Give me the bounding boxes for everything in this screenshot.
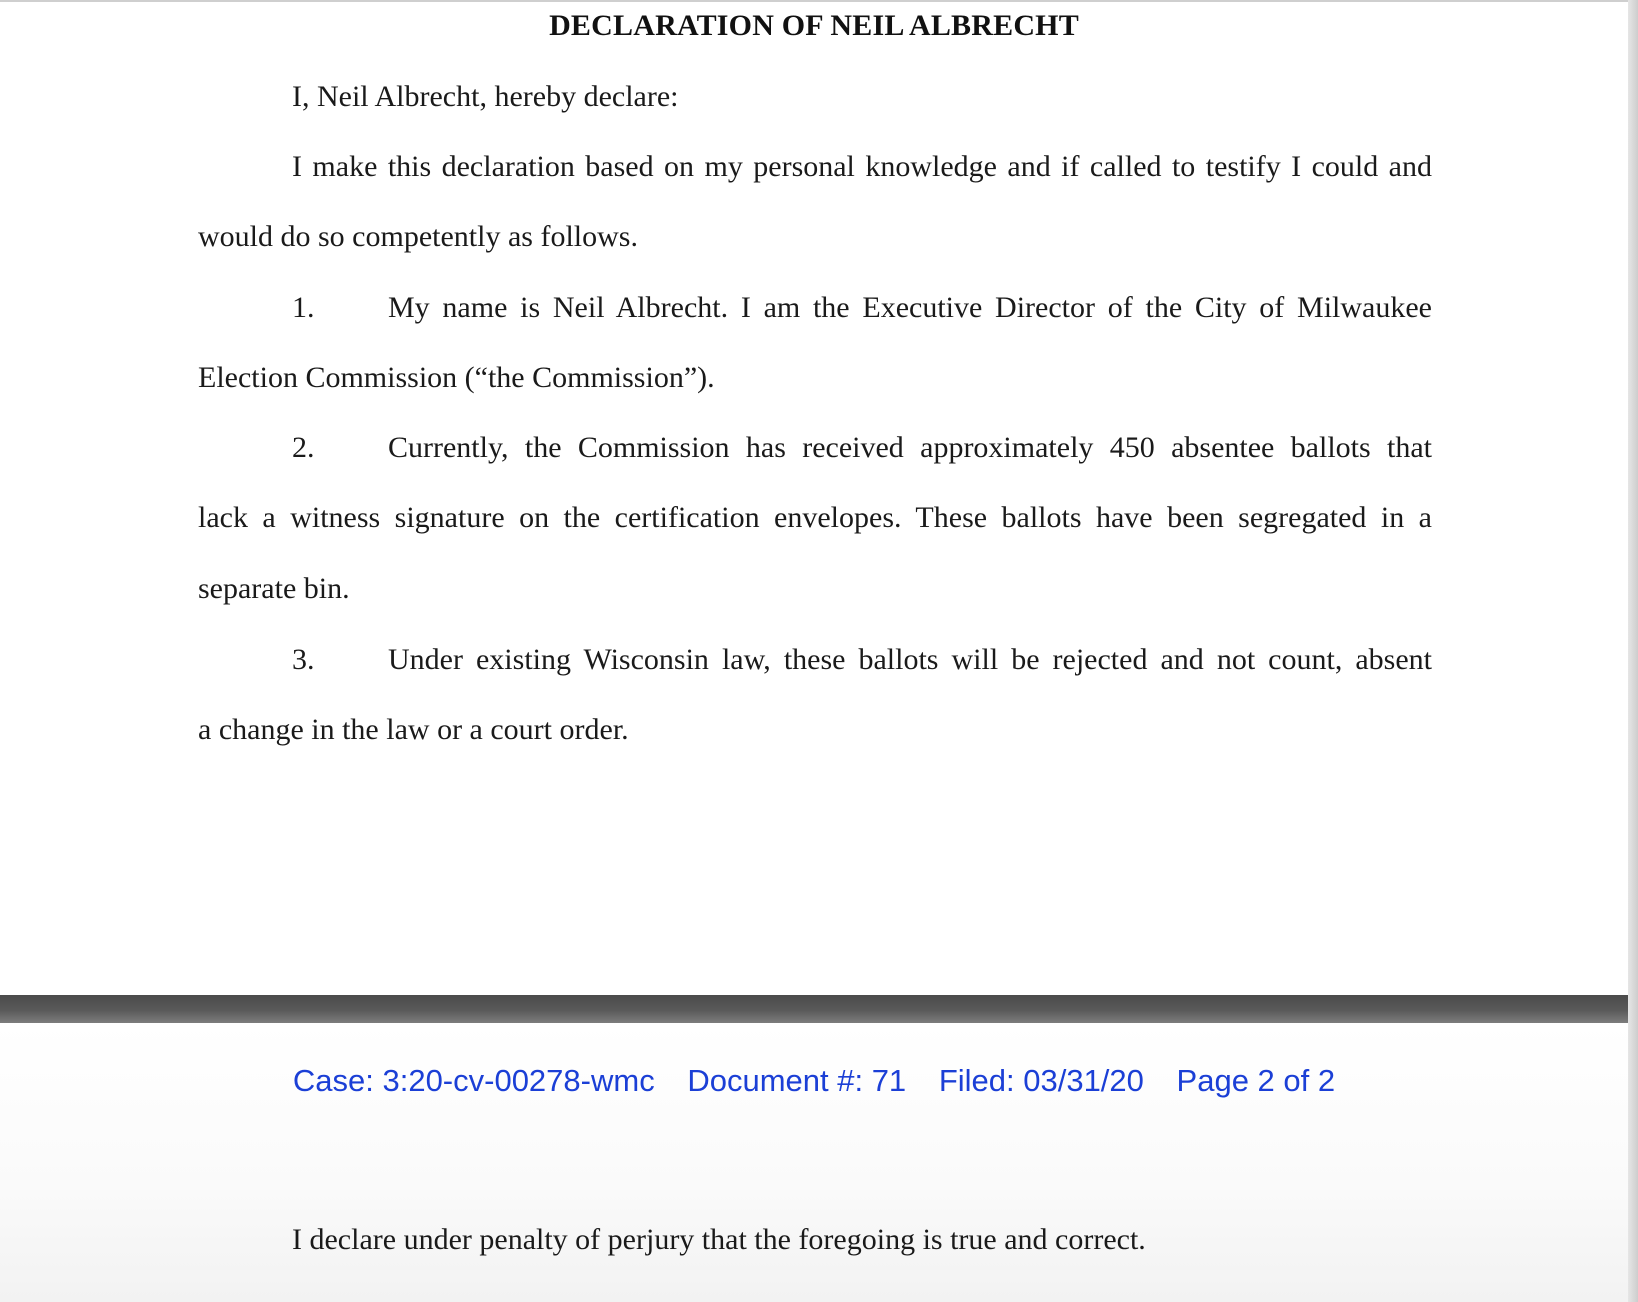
item-3-line-1: Under existing Wisconsin law, these ballots will be rejected and not count, absent [388,643,1432,676]
item-3-line-2: a change in the law or a court order. [198,713,629,746]
preamble-line-2: would do so competently as follows. [198,220,638,253]
page-separator [0,995,1638,1023]
item-number: 1. [292,291,315,324]
case-number: Case: 3:20-cv-00278-wmc [292,1063,655,1098]
perjury-statement: I declare under penalty of perjury that the foregoing is true and correct. [292,1223,1146,1256]
document-number: Document #: 71 [687,1063,907,1098]
item-number: 2. [292,431,315,464]
viewer-scroll-edge[interactable] [1628,0,1638,1302]
declaration-title: DECLARATION OF NEIL ALBRECHT [549,9,1079,42]
item-number: 3. [292,643,315,676]
item-2-line-2: lack a witness signature on the certification envelopes. These ballots have been segregated in a [198,501,1432,534]
court-filing-header [0,1063,1628,1099]
page-indicator: Page 2 of 2 [1176,1063,1336,1098]
pdf-page-2 [0,1023,1628,1302]
intro-line: I, Neil Albrecht, hereby declare: [292,80,679,113]
item-1-line-2: Election Commission (“the Commission”). [198,361,715,394]
preamble-line-1: I make this declaration based on my personal knowledge and if called to testify I could and [292,150,1432,183]
item-2-line-1: Currently, the Commission has received approximately 450 absentee ballots that [388,431,1432,464]
item-2-line-3: separate bin. [198,572,350,605]
filed-date: Filed: 03/31/20 [938,1063,1144,1098]
item-1-line-1: My name is Neil Albrecht. I am the Executive Director of the City of Milwaukee [388,291,1432,324]
